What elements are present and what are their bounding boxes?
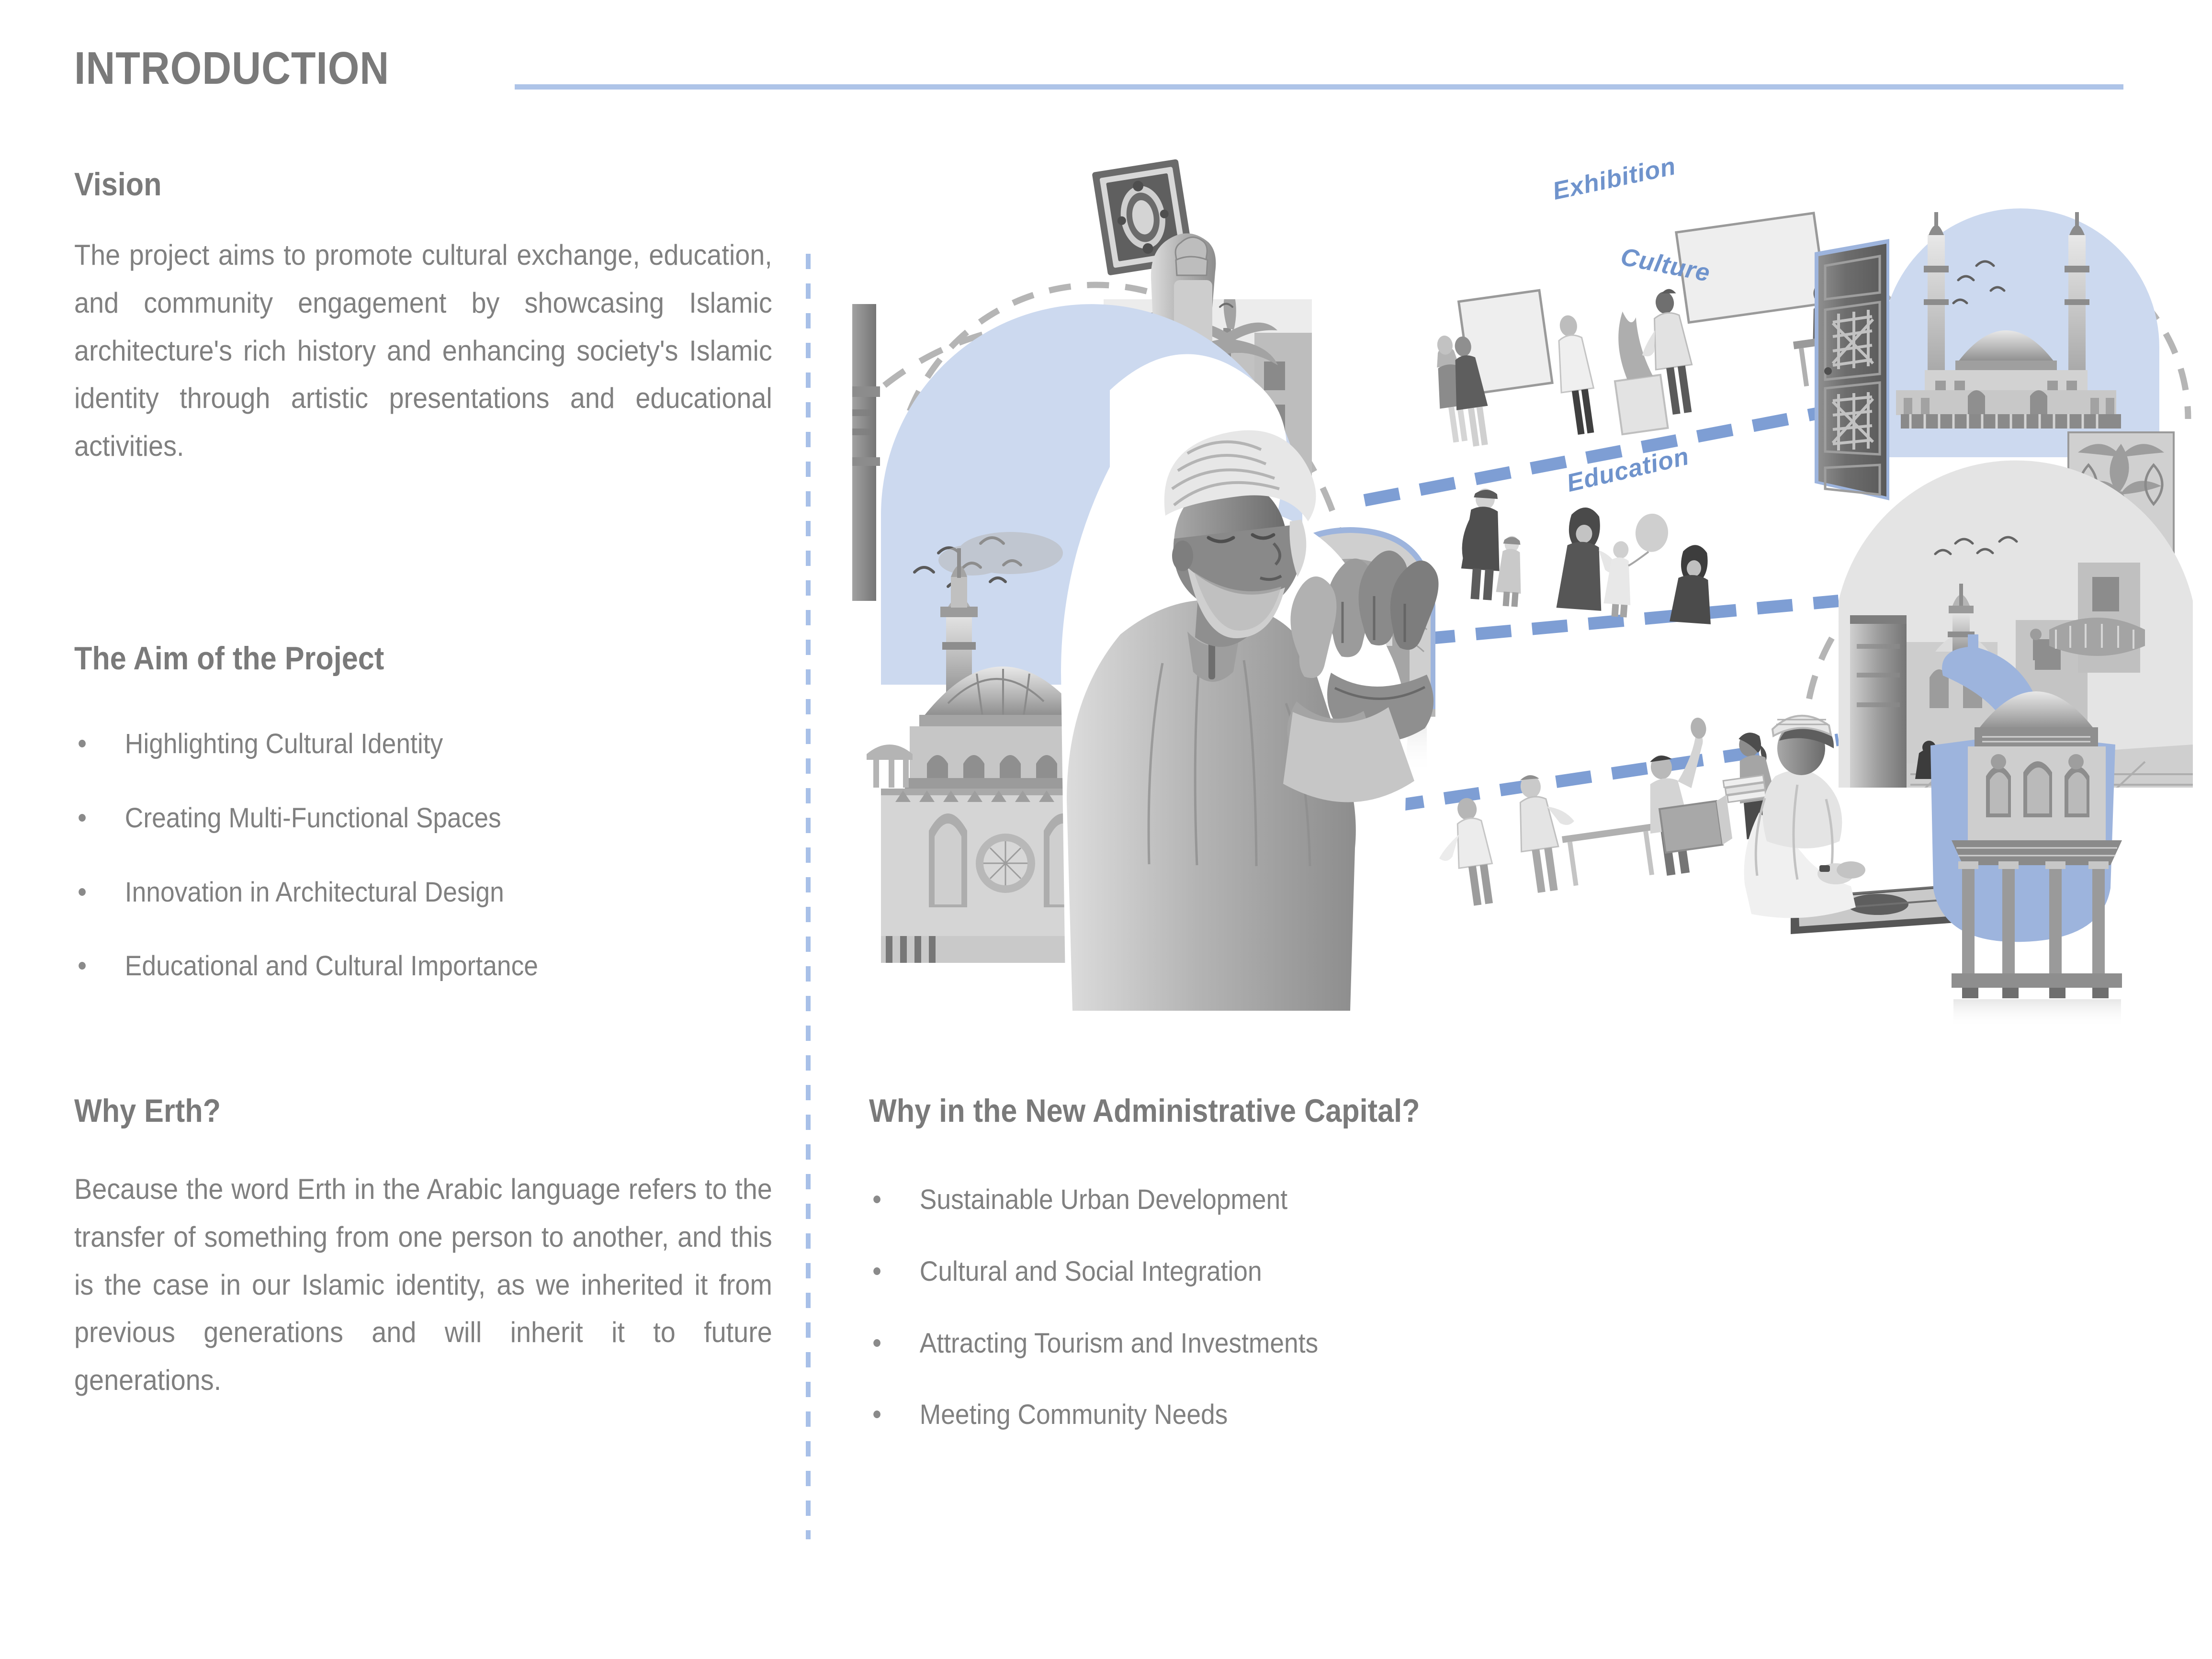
why-capital-heading: Why in the New Administrative Capital? bbox=[869, 1093, 1420, 1129]
bullet-dot-icon bbox=[873, 1196, 880, 1203]
why-erth-heading: Why Erth? bbox=[74, 1093, 221, 1129]
collage-label-exhibition: Exhibition bbox=[1550, 152, 1679, 206]
praying-elder-man bbox=[1061, 354, 1439, 1017]
list-item bbox=[74, 727, 720, 761]
figure-child bbox=[1495, 535, 1525, 607]
left-minaret bbox=[852, 304, 880, 601]
figure bbox=[1432, 796, 1498, 910]
title-rule bbox=[515, 84, 2123, 90]
vision-heading: Vision bbox=[74, 166, 162, 203]
aim-section bbox=[74, 642, 776, 1024]
bullet-dot-icon bbox=[79, 740, 86, 747]
figure bbox=[1670, 543, 1716, 624]
why-capital-bullet-list bbox=[869, 1183, 1970, 1431]
collage-label-education: Education bbox=[1564, 442, 1692, 498]
list-item-label: Cultural and Social Integration bbox=[919, 1255, 1262, 1287]
bullet-dot-icon bbox=[873, 1267, 880, 1275]
geometric-wooden-door bbox=[1815, 239, 1889, 500]
why-capital-section bbox=[869, 1094, 1970, 1470]
why-erth-section bbox=[74, 1094, 776, 1404]
why-erth-paragraph: Because the word Erth in the Arabic language refers to the transfer of something from one person to another, and this is the case in our Islamic identity, as we inherited it from previous generations and will inherit it to future generations. bbox=[74, 1173, 772, 1396]
list-item bbox=[869, 1327, 1882, 1360]
collage-label-culture: Culture bbox=[1618, 243, 1713, 288]
education-students-people bbox=[1425, 707, 1795, 912]
list-item-label: Innovation in Architectural Design bbox=[124, 876, 504, 908]
list-item bbox=[74, 801, 720, 835]
collage-illustration bbox=[852, 122, 2193, 1027]
bullet-dot-icon bbox=[873, 1339, 880, 1347]
center-dashed-divider bbox=[806, 254, 811, 1539]
list-item bbox=[869, 1183, 1882, 1217]
culture-family-people bbox=[1458, 487, 1719, 624]
list-item-label: Creating Multi-Functional Spaces bbox=[124, 802, 501, 834]
bullet-dot-icon bbox=[79, 814, 86, 822]
aim-heading: The Aim of the Project bbox=[74, 640, 384, 677]
list-item bbox=[74, 876, 720, 909]
list-item bbox=[869, 1398, 1882, 1432]
list-item-label: Highlighting Cultural Identity bbox=[124, 728, 443, 760]
list-item-label: Sustainable Urban Development bbox=[919, 1184, 1288, 1216]
vision-paragraph: The project aims to promote cultural exchange, education, and community engagement by showcasing Islamic architecture's rich history and enhancing society's Islamic identity through artistic presentations and educational activities. bbox=[74, 239, 772, 462]
figure-child-balloon bbox=[1603, 511, 1670, 620]
list-item-label: Educational and Cultural Importance bbox=[124, 950, 538, 982]
vision-section bbox=[74, 168, 776, 470]
page-title: INTRODUCTION bbox=[74, 43, 390, 94]
board-header bbox=[0, 0, 2212, 110]
list-item-label: Attracting Tourism and Investments bbox=[919, 1327, 1319, 1359]
bullet-dot-icon bbox=[79, 962, 86, 970]
aim-bullet-list bbox=[74, 727, 776, 982]
figure bbox=[1551, 313, 1600, 436]
bullet-dot-icon bbox=[873, 1411, 880, 1418]
desk bbox=[1562, 824, 1659, 886]
connector-culture bbox=[1420, 601, 1839, 639]
list-item-label: Meeting Community Needs bbox=[919, 1399, 1228, 1431]
bullet-dot-icon bbox=[79, 888, 86, 896]
list-item bbox=[74, 949, 720, 983]
list-item bbox=[869, 1255, 1882, 1288]
